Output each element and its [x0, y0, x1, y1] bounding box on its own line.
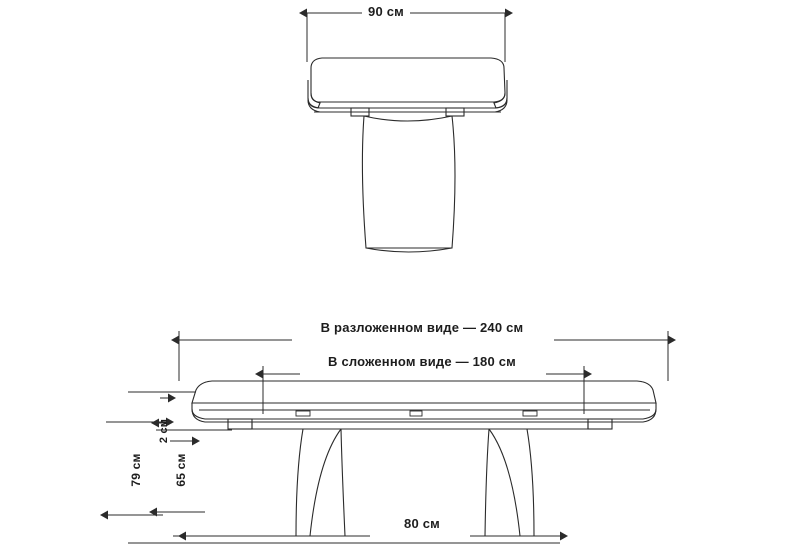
leg-left-curve: [310, 429, 341, 536]
extension-rail-right: [588, 419, 612, 429]
pedestal-top: [364, 116, 452, 121]
extension-rail-left: [228, 419, 252, 429]
label-height-total: 79 см: [129, 453, 143, 487]
leg-right: [485, 429, 534, 536]
label-folded-length: В сложенном виде — 180 см: [328, 354, 516, 369]
pedestal-body: [362, 116, 455, 248]
label-top-thickness: 2 см: [158, 418, 170, 444]
label-depth: 80 см: [404, 516, 440, 531]
dimension-line-folded: [263, 366, 584, 414]
label-unfolded-length: В разложенном виде — 240 см: [320, 320, 524, 335]
label-height-leg: 65 см: [174, 453, 188, 487]
leg-left: [296, 429, 345, 536]
leg-right-curve: [489, 429, 520, 536]
label-top-width: 90 см: [368, 4, 404, 19]
apron-hardware: [296, 411, 537, 416]
tabletop-front-band: [192, 403, 656, 419]
top-view-drawing: [307, 13, 507, 252]
tabletop-front-lip: [192, 409, 656, 422]
dimension-line-top-width: [307, 13, 505, 62]
tabletop-front-surface: [192, 381, 656, 403]
pedestal-bottom: [366, 248, 452, 252]
tabletop-top-surface: [311, 58, 505, 102]
tabletop-top-front-band: [308, 98, 507, 108]
